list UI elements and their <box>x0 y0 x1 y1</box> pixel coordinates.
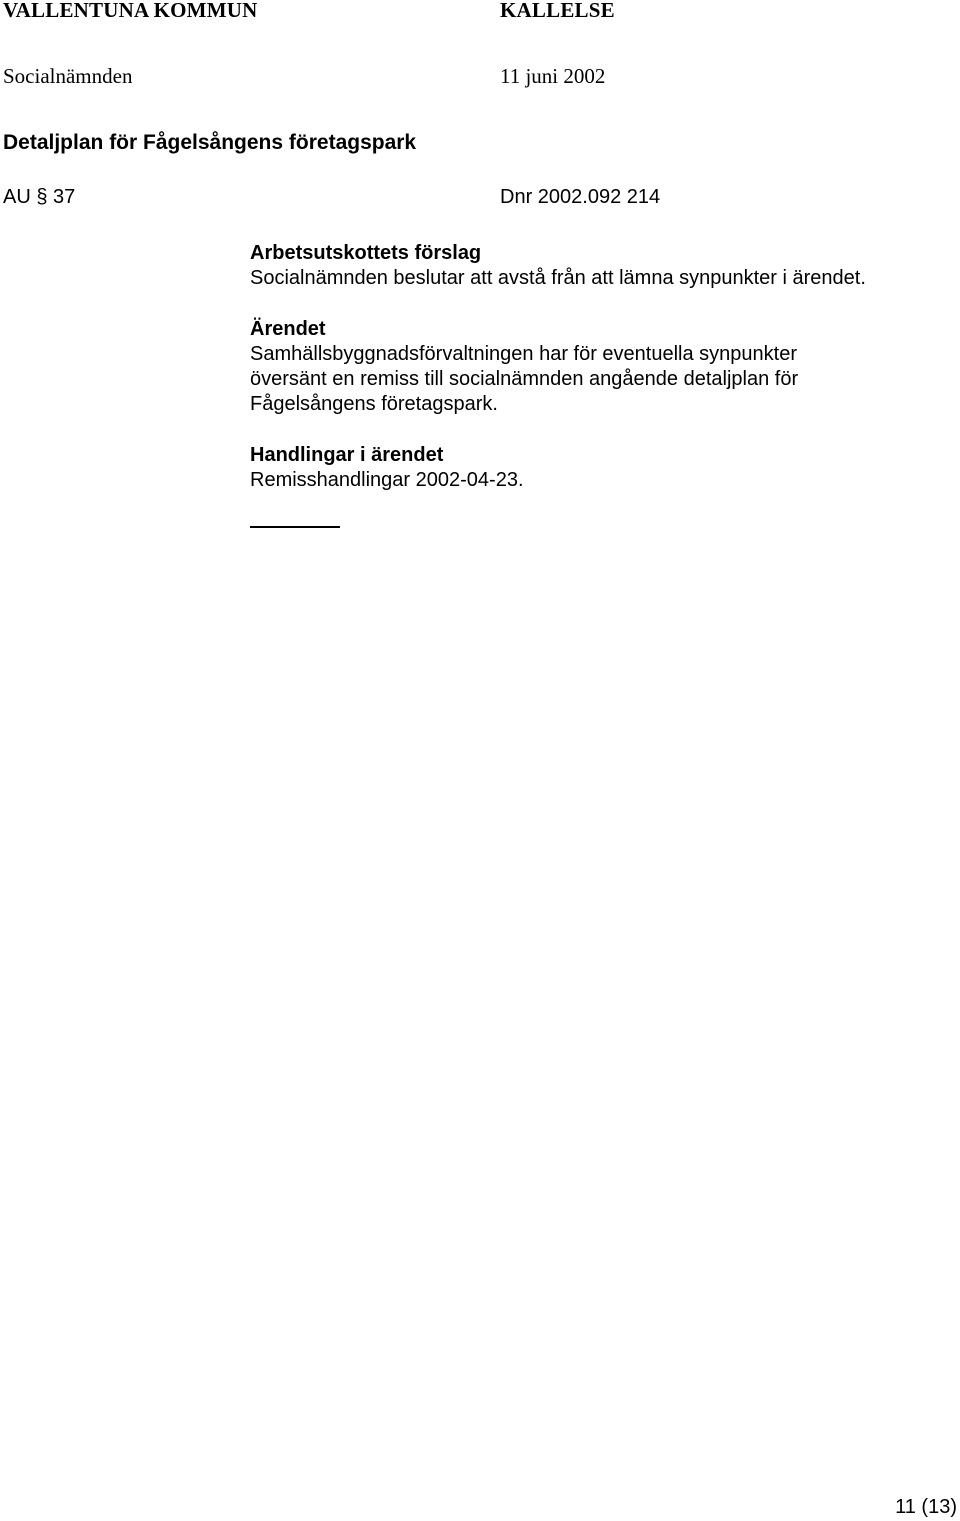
document-type: KALLELSE <box>500 0 615 22</box>
page-number: 11 (13) <box>895 1496 957 1518</box>
matter-text-line: Fågelsångens företagspark. <box>250 393 498 415</box>
item-body <box>250 241 950 493</box>
meeting-date: 11 juni 2002 <box>500 64 606 88</box>
documents-text-line: Remisshandlingar 2002-04-23. <box>250 469 524 491</box>
matter-text-line: Samhällsbyggnadsförvaltningen har för eventuella synpunkter <box>250 343 798 365</box>
organization-name: VALLENTUNA KOMMUN <box>3 0 258 22</box>
proposal-text-line: Socialnämnden beslutar att avstå från att lämna synpunkter i ärendet. <box>250 267 866 289</box>
committee-name: Socialnämnden <box>3 64 133 88</box>
section-gap <box>250 291 950 317</box>
matter-heading: Ärendet <box>250 318 326 340</box>
end-rule <box>250 526 340 528</box>
registration-number: Dnr 2002.092 214 <box>500 186 661 208</box>
section-gap <box>250 417 950 443</box>
documents-heading: Handlingar i ärendet <box>250 444 444 466</box>
paragraph-number: AU § 37 <box>3 186 76 208</box>
item-title: Detaljplan för Fågelsångens företagspark <box>3 131 417 154</box>
proposal-heading: Arbetsutskottets förslag <box>250 242 482 264</box>
matter-text-line: översänt en remiss till socialnämnden angående detaljplan för <box>250 368 799 390</box>
